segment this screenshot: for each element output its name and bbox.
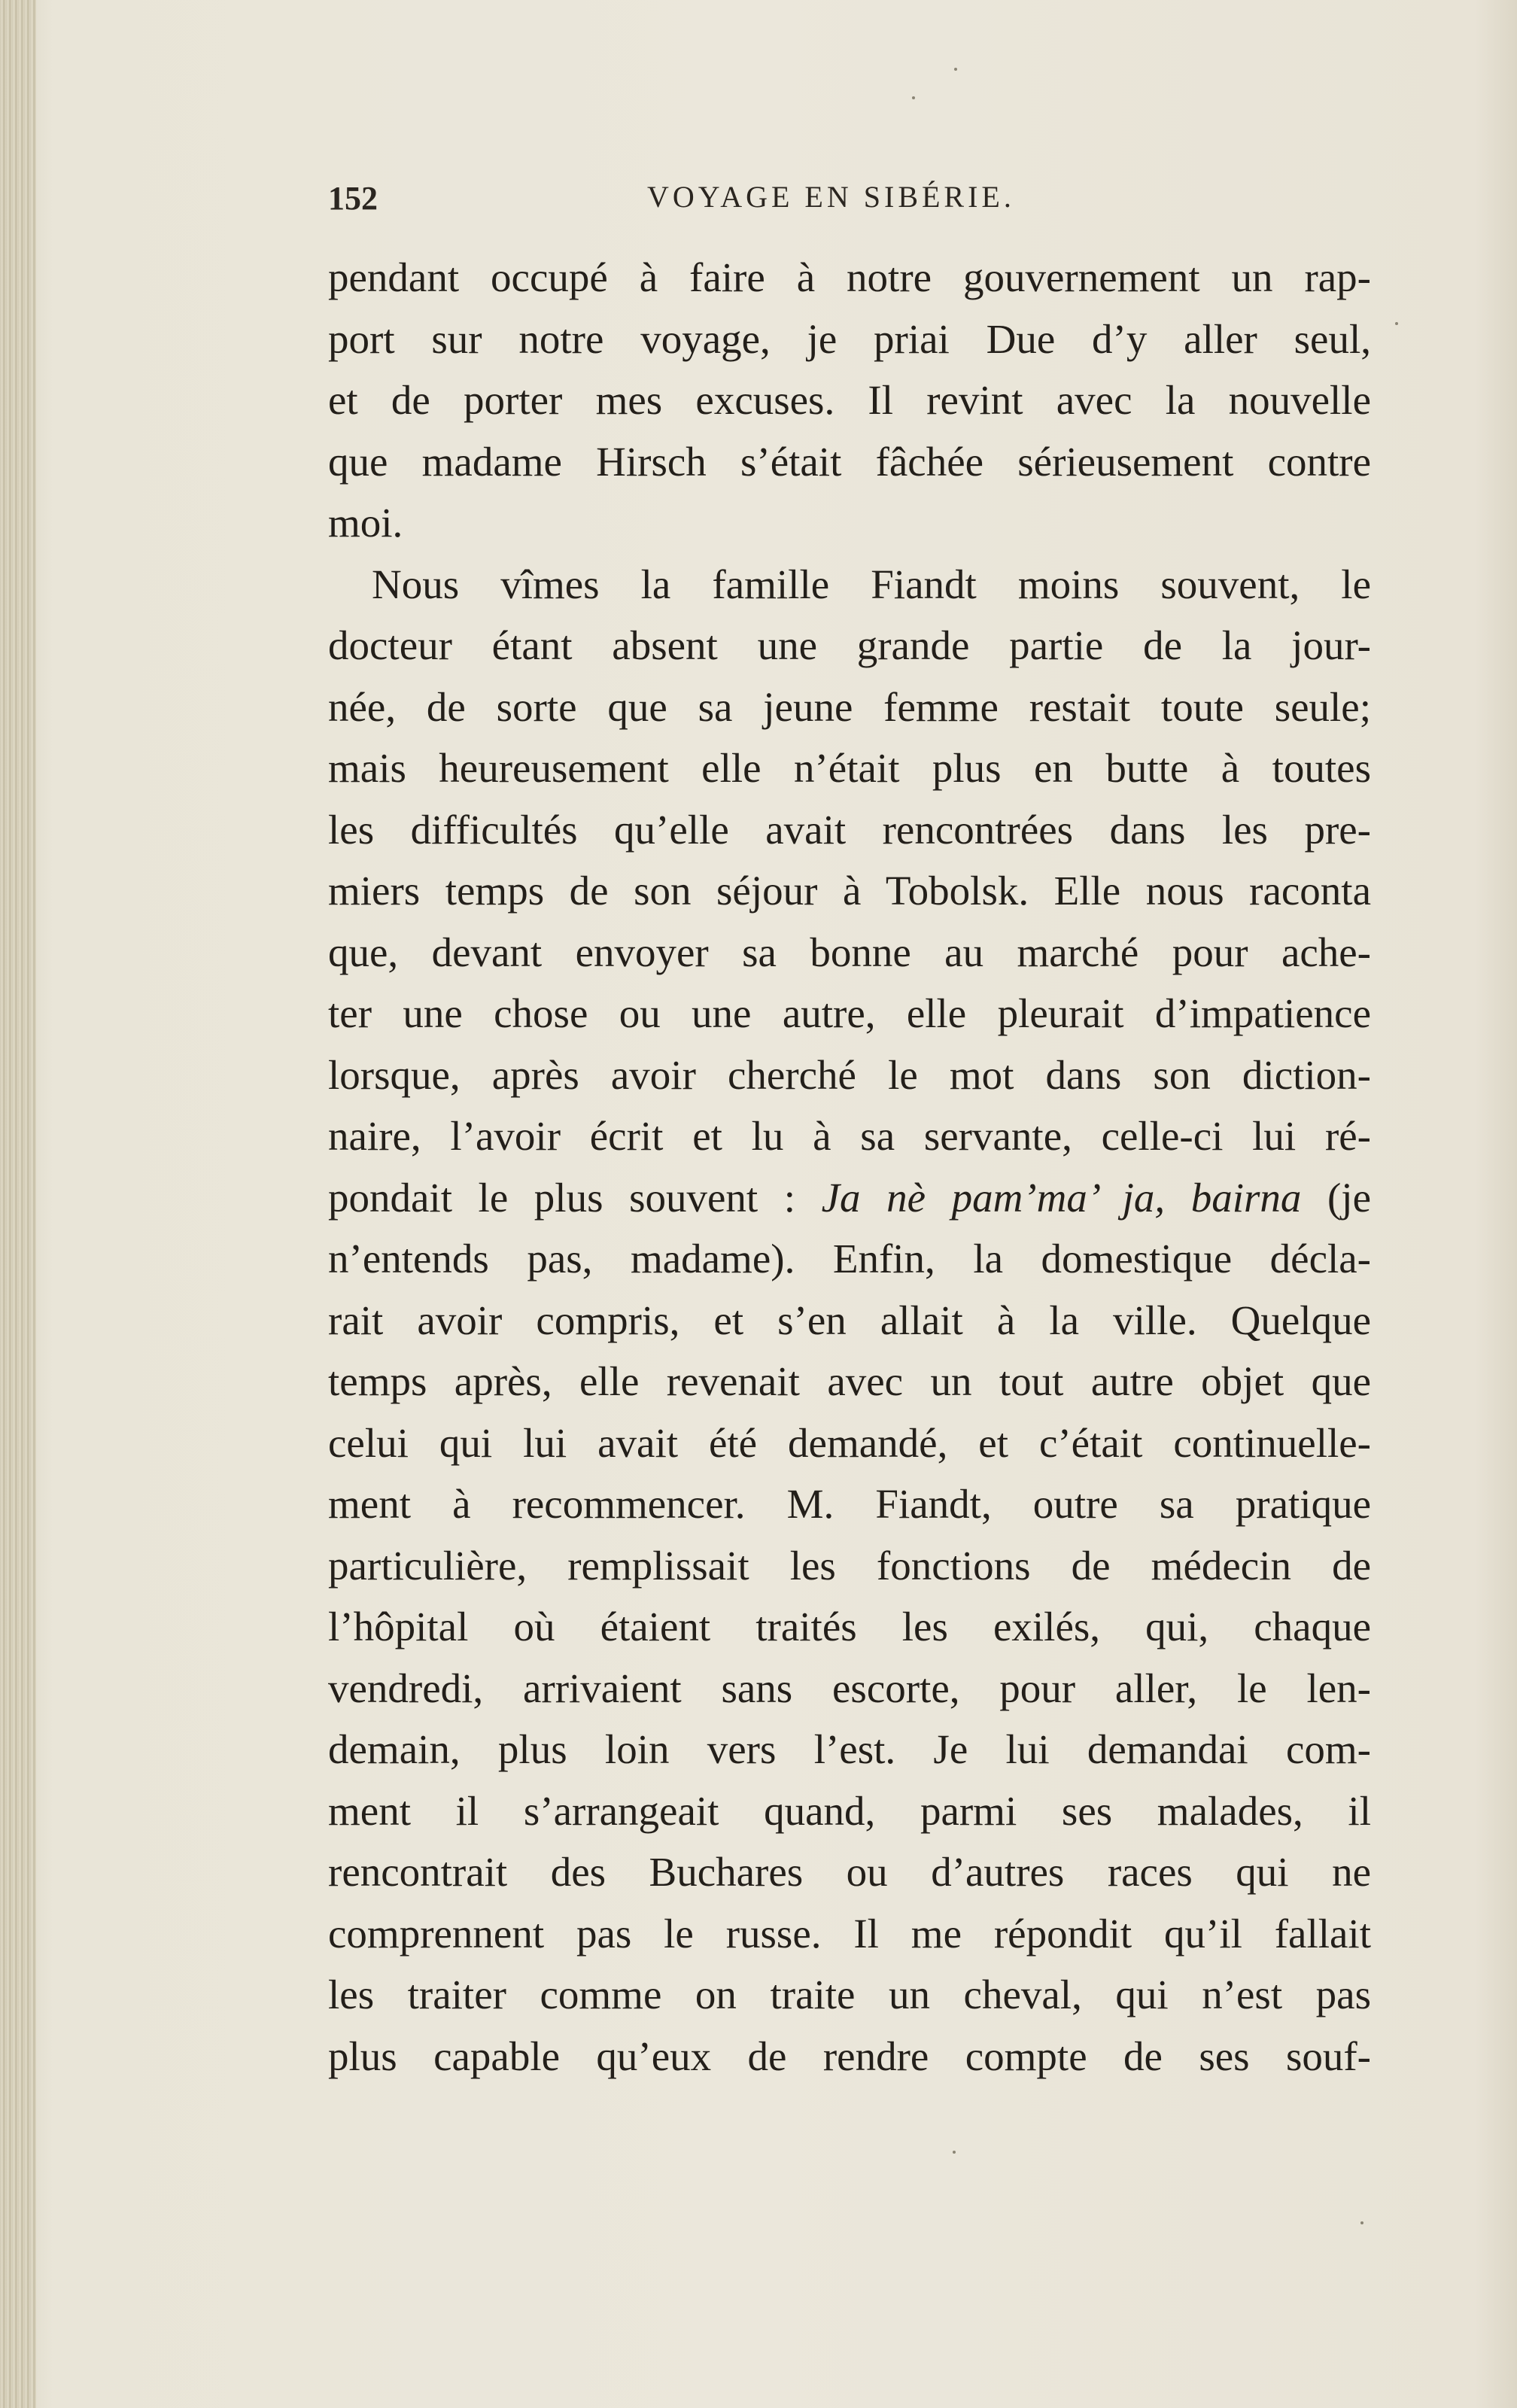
text-line: comprennent pas le russe. Il me répondit qu’il fallait bbox=[328, 1910, 1371, 1956]
text-line: moi. bbox=[328, 500, 403, 546]
paper-speck bbox=[912, 96, 915, 99]
text-line: et de porter mes excuses. Il revint avec la nouvelle bbox=[328, 377, 1371, 423]
paper-speck bbox=[1395, 322, 1398, 325]
text-segment: (je bbox=[1301, 1174, 1371, 1221]
paper-speck bbox=[1360, 2221, 1363, 2224]
text-line: les traiter comme on traite un cheval, qui n’est pas bbox=[328, 1972, 1371, 2017]
page-number: 152 bbox=[328, 180, 378, 217]
text-line: plus capable qu’eux de rendre compte de ses souf- bbox=[328, 2033, 1371, 2079]
text-line: que, devant envoyer sa bonne au marché pour ache- bbox=[328, 929, 1371, 975]
text-line: rait avoir compris, et s’en allait à la ville. Quelque bbox=[328, 1297, 1371, 1343]
paper-speck bbox=[953, 2151, 956, 2154]
text-line: ment il s’arrangeait quand, parmi ses malades, il bbox=[328, 1787, 1371, 1834]
body-text bbox=[328, 247, 1371, 2087]
text-line: docteur étant absent une grande partie de la jour- bbox=[328, 622, 1371, 668]
text-line: ment à recommencer. M. Fiandt, outre sa pratique bbox=[328, 1481, 1371, 1527]
text-line: les difficultés qu’elle avait rencontrées dans les pre- bbox=[328, 806, 1371, 853]
page-gutter-edge bbox=[0, 0, 36, 2408]
text-line: particulière, remplissait les fonctions de médecin de bbox=[328, 1542, 1371, 1589]
italic-quote: Ja nè pam’ma’ ja, bairna bbox=[821, 1174, 1302, 1221]
page-header bbox=[328, 179, 1367, 218]
text-segment: pondait le plus souvent : bbox=[328, 1174, 822, 1221]
paper-speck bbox=[954, 68, 957, 71]
running-title: VOYAGE EN SIBÉRIE. bbox=[647, 180, 1015, 214]
text-line: mais heureusement elle n’était plus en butte à toutes bbox=[328, 745, 1371, 791]
text-line: demain, plus loin vers l’est. Je lui demandai com- bbox=[328, 1726, 1371, 1772]
text-line: l’hôpital où étaient traités les exilés, qui, chaque bbox=[328, 1604, 1371, 1649]
text-line: lorsque, après avoir cherché le mot dans son diction- bbox=[328, 1051, 1371, 1098]
text-line-with-italic bbox=[328, 1167, 1371, 1229]
text-line: port sur notre voyage, je priai Due d’y aller seul, bbox=[328, 315, 1371, 362]
text-line: née, de sorte que sa jeune femme restait toute seule; bbox=[328, 683, 1371, 730]
text-line: celui qui lui avait été demandé, et c’était continuelle- bbox=[328, 1419, 1371, 1466]
text-line: rencontrait des Buchares ou d’autres races qui ne bbox=[328, 1849, 1371, 1895]
text-line: pendant occupé à faire à notre gouvernement un rap- bbox=[328, 254, 1371, 300]
text-line: ter une chose ou une autre, elle pleurait d’impatience bbox=[328, 990, 1371, 1036]
paragraph-start-line: Nous vîmes la famille Fiandt moins souvent, le bbox=[372, 561, 1371, 607]
text-line: vendredi, arrivaient sans escorte, pour aller, le len- bbox=[328, 1665, 1371, 1711]
text-line: n’entends pas, madame). Enfin, la domestique décla- bbox=[328, 1236, 1371, 1282]
text-line: naire, l’avoir écrit et lu à sa servante, celle-ci lui ré- bbox=[328, 1113, 1371, 1159]
text-line: miers temps de son séjour à Tobolsk. Elle nous raconta bbox=[328, 868, 1371, 914]
text-line: temps après, elle revenait avec un tout autre objet que bbox=[328, 1358, 1371, 1404]
text-line: que madame Hirsch s’était fâchée sérieusement contre bbox=[328, 438, 1371, 485]
